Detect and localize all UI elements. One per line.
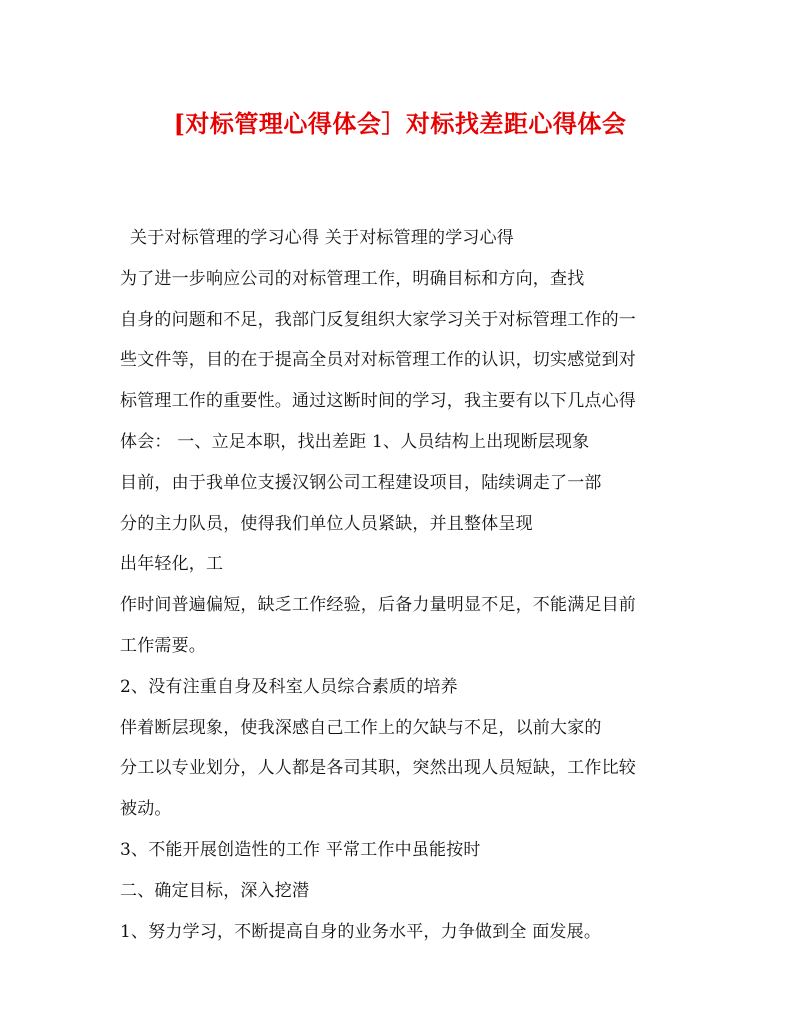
- document-title: [对标管理心得体会］对标找差距心得体会: [173, 109, 627, 138]
- body-line: 分的主力队员，使得我们单位人员紧缺，并且整体呈现: [120, 513, 533, 534]
- body-line: 工作需要。: [120, 635, 206, 656]
- body-line: 些文件等，目的在于提高全员对对标管理工作的认识，切实感觉到对: [120, 350, 636, 371]
- body-line: 1、努力学习，不断提高自身的业务水平，力争做到全 面发展。: [120, 921, 602, 942]
- body-line: 关于对标管理的学习心得 关于对标管理的学习心得: [130, 228, 515, 248]
- body-line: 作时间普遍偏短，缺乏工作经验，后备力量明显不足，不能满足目前: [120, 595, 636, 616]
- body-line: 自身的问题和不足，我部门反复组织大家学习关于对标管理工作的一: [120, 309, 636, 330]
- body-line: 为了进一步响应公司的对标管理工作，明确目标和方向，查找: [120, 268, 585, 289]
- body-line: 3、不能开展创造性的工作 平常工作中虽能按时: [120, 839, 481, 860]
- body-line: 被动。: [120, 799, 172, 820]
- body-line: 体会： 一、立足本职，找出差距 1、人员结构上出现断层现象: [120, 431, 590, 452]
- body-line: 出年轻化，工: [120, 554, 224, 575]
- body-line: 分工以专业划分，人人都是各司其职，突然出现人员短缺，工作比较: [120, 758, 636, 779]
- body-line: 二、确定目标，深入挖潜: [120, 880, 310, 901]
- body-line: 2、没有注重自身及科室人员综合素质的培养: [120, 676, 458, 697]
- body-line: 目前，由于我单位支援汉钢公司工程建设项目，陆续调走了一部: [120, 472, 602, 493]
- body-line: 标管理工作的重要性。通过这断时间的学习，我主要有以下几点心得: [120, 391, 636, 412]
- body-line: 伴着断层现象，使我深感自己工作上的欠缺与不足，以前大家的: [120, 717, 602, 738]
- document-body: [120, 218, 690, 952]
